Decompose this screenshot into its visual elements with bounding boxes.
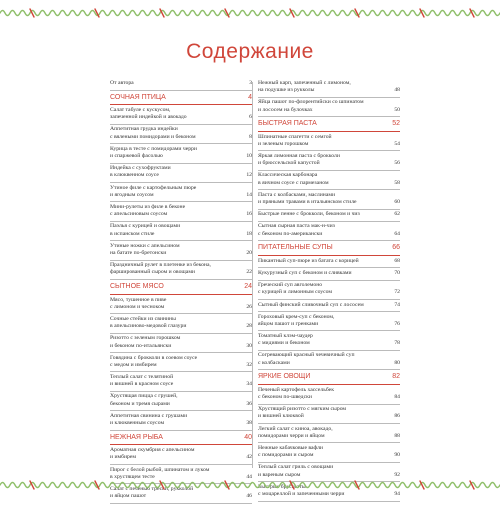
entry-title-line: Легкий салат с киноа, авокадо, bbox=[258, 425, 333, 432]
bottom-wave-ornament bbox=[0, 481, 500, 489]
entry-title-line: Быстрые брускетты bbox=[258, 483, 306, 490]
section-title: СОЧНАЯ ПТИЦА bbox=[110, 93, 166, 101]
entry-page-number: 32 bbox=[246, 361, 252, 368]
entry-title-line: с вялеными помидорами и беконом bbox=[110, 133, 196, 140]
entry-title-line: Теплый салат с телятиной bbox=[110, 374, 174, 381]
toc-entry[interactable] bbox=[110, 316, 252, 334]
entry-title-line: Праздничный рулет в плетенке из бекона, bbox=[110, 262, 211, 269]
entry-page-number: 94 bbox=[394, 490, 400, 497]
entry-page-number: 56 bbox=[394, 160, 400, 167]
entry-title-line: на батате по-бретонски bbox=[110, 250, 167, 257]
entry-title-line: Гороховый крем-суп с беконом, bbox=[258, 313, 335, 320]
entry-page-number: 50 bbox=[394, 106, 400, 113]
toc-entry[interactable] bbox=[258, 192, 400, 210]
entry-title-line: в испанском стиле bbox=[110, 230, 155, 237]
entry-title-line: Яркая лимонная паста с брокколи bbox=[258, 153, 340, 160]
toc-entry[interactable] bbox=[258, 282, 400, 300]
toc-entry[interactable] bbox=[258, 172, 400, 190]
entry-title-line: Ароматная скумбрия с апельсином bbox=[110, 447, 195, 454]
toc-entry[interactable] bbox=[110, 146, 252, 164]
entry-title-line: Паэлья с курицей и овощами bbox=[110, 223, 181, 230]
toc-entry[interactable] bbox=[258, 134, 400, 152]
entry-page-number: 38 bbox=[246, 420, 252, 427]
entry-title-line: в яичном соусе с пармезаном bbox=[258, 179, 329, 186]
toc-entry[interactable] bbox=[110, 447, 252, 465]
section-title: ЯРКИЕ ОВОЩИ bbox=[258, 373, 311, 381]
entry-title-line: Курица в тесте с помидорами черри bbox=[110, 145, 197, 152]
entry-title-line: яйцом пашот и гренками bbox=[258, 320, 319, 327]
entry-title-line: Нежные кабачковые вафли bbox=[258, 444, 323, 451]
section-heading bbox=[258, 243, 400, 256]
entry-page-number: 12 bbox=[246, 172, 252, 179]
entry-page-number: 14 bbox=[246, 191, 252, 198]
entry-page-number: 60 bbox=[394, 199, 400, 206]
toc-entry[interactable] bbox=[110, 126, 252, 144]
entry-title-line: с лимоном и чесноком bbox=[110, 303, 165, 310]
entry-title-line: с колбасками bbox=[258, 359, 290, 366]
entry-page-number: 88 bbox=[394, 432, 400, 439]
entry-page-number: 18 bbox=[246, 230, 252, 237]
entry-title-line: Нежный карп, запеченный с лимоном, bbox=[258, 80, 351, 86]
entry-title-line: Греческий суп авголемоно bbox=[258, 282, 323, 289]
toc-entry[interactable] bbox=[110, 165, 252, 183]
toc-entry[interactable] bbox=[258, 445, 400, 463]
toc-entry[interactable] bbox=[258, 314, 400, 332]
entry-title-line: Сытная сырная паста мак-н-чиз bbox=[258, 223, 335, 230]
entry-page-number: 22 bbox=[246, 269, 252, 276]
entry-page-number: 78 bbox=[394, 340, 400, 347]
entry-page-number: 76 bbox=[394, 320, 400, 327]
entry-page-number: 58 bbox=[394, 179, 400, 186]
entry-title-line: Салат табуле с кускусом, bbox=[110, 107, 171, 114]
section-page-number: 24 bbox=[244, 283, 252, 291]
toc-entry[interactable] bbox=[258, 333, 400, 351]
entry-page-number: 20 bbox=[246, 250, 252, 257]
entry-title-line: Говядина с брокколи в соевом соусе bbox=[110, 354, 198, 361]
entry-title-line: Аппетитная грудка индейки bbox=[110, 126, 178, 133]
entry-title-line: с курицей и лимонным соусом bbox=[258, 289, 332, 296]
toc-entry[interactable] bbox=[110, 80, 252, 91]
section-page-number: 82 bbox=[392, 373, 400, 381]
toc-entry[interactable] bbox=[258, 211, 400, 222]
entry-title-line: Хрустящий ризотто с мягким сыром bbox=[258, 406, 347, 413]
entry-title-line: с мидиями и беконом bbox=[258, 340, 310, 347]
toc-entry[interactable] bbox=[258, 223, 400, 241]
entry-title-line: в хрустящем тесте bbox=[110, 473, 155, 480]
section-heading bbox=[258, 119, 400, 132]
entry-title-line: Яйца пашот по-флорентийски со шпинатом bbox=[258, 99, 364, 106]
entry-page-number: 62 bbox=[394, 211, 400, 218]
entry-title-line: Индейка с сухофруктами bbox=[110, 165, 171, 172]
entry-title-line: и ягодным соусом bbox=[110, 191, 154, 198]
entry-title-line: и вишней в красном соусе bbox=[110, 381, 174, 388]
entry-title-line: с медом и имбирем bbox=[110, 361, 157, 368]
toc-entry[interactable] bbox=[110, 223, 252, 241]
toc-entry[interactable] bbox=[258, 80, 400, 98]
toc-entry[interactable] bbox=[110, 243, 252, 261]
entry-title-line: Печеный картофель хассельбек bbox=[258, 386, 334, 393]
entry-title-line: Теплый салат гриль с овощами bbox=[258, 464, 334, 471]
entry-title-line: и имбирем bbox=[110, 454, 137, 461]
entry-title-line: помидорами черри и яйцом bbox=[258, 432, 325, 439]
entry-title-line: с помидорами и сыром bbox=[258, 452, 314, 459]
toc-entry[interactable] bbox=[258, 270, 400, 281]
entry-page-number: 10 bbox=[246, 153, 252, 160]
entry-title-line: Хрустящая пицца с грушей, bbox=[110, 393, 178, 400]
toc-entry[interactable] bbox=[258, 302, 400, 313]
entry-page-number: 42 bbox=[246, 454, 252, 461]
section-heading bbox=[110, 282, 252, 295]
entry-page-number: 80 bbox=[394, 359, 400, 366]
toc-entry[interactable] bbox=[110, 335, 252, 353]
entry-page-number: 74 bbox=[394, 301, 400, 308]
entry-title-line: Классическая карбонара bbox=[258, 172, 318, 179]
entry-page-number: 28 bbox=[246, 323, 252, 330]
entry-title-line: и пряными травами в итальянском стиле bbox=[258, 199, 357, 206]
section-title: СЫТНОЕ МЯСО bbox=[110, 283, 164, 291]
entry-page-number: 16 bbox=[246, 211, 252, 218]
entry-title-line: и яйцом пашот bbox=[110, 493, 147, 500]
entry-title-line: Мини-рулеты из филе в беконе bbox=[110, 204, 186, 211]
entry-title-line: на подушке из рукколы bbox=[258, 87, 315, 94]
toc-entry[interactable] bbox=[110, 107, 252, 125]
section-title: БЫСТРАЯ ПАСТА bbox=[258, 120, 317, 128]
entry-title-line: Утиные ножки с апельсином bbox=[110, 242, 180, 249]
entry-title-line: Сочные стейки из свинины bbox=[110, 315, 176, 322]
section-heading bbox=[110, 433, 252, 446]
entry-page-number: 36 bbox=[246, 400, 252, 407]
toc-entry[interactable] bbox=[258, 387, 400, 405]
entry-page-number: 86 bbox=[394, 413, 400, 420]
section-heading bbox=[110, 93, 252, 106]
toc-entry[interactable] bbox=[258, 258, 400, 269]
entry-title-line: фаршированный сыром и овощами bbox=[110, 269, 195, 276]
entry-title-line: Сытный финский сливочный суп с лососем bbox=[258, 301, 364, 308]
entry-title-line: Пикантный суп-пюре из батата с корицей bbox=[258, 257, 359, 264]
entry-page-number: 6 bbox=[249, 114, 252, 121]
entry-title-line: Кукурузный суп с беконом и сливками bbox=[258, 269, 352, 276]
entry-page-number: 90 bbox=[394, 452, 400, 459]
section-page-number: 66 bbox=[392, 244, 400, 252]
toc-entry[interactable] bbox=[110, 297, 252, 315]
entry-title-line: в клюквенном соусе bbox=[110, 172, 159, 179]
entry-page-number: 72 bbox=[394, 289, 400, 296]
entry-title-line: беконом и тремя сырами bbox=[110, 400, 170, 407]
toc-entry[interactable] bbox=[258, 352, 400, 370]
toc-left-column bbox=[110, 80, 252, 505]
entry-page-number: 26 bbox=[246, 303, 252, 310]
bottom-decorative-border bbox=[0, 478, 500, 492]
entry-title-line: и лососем на булочках bbox=[258, 106, 313, 113]
section-page-number: 4 bbox=[248, 93, 252, 101]
toc-entry[interactable] bbox=[110, 355, 252, 373]
entry-title-line: Согревающий красный чечевичный суп bbox=[258, 352, 355, 359]
top-decorative-border bbox=[0, 6, 500, 20]
toc-entry[interactable] bbox=[258, 99, 400, 117]
page-title: Содержание bbox=[186, 40, 314, 63]
section-page-number: 40 bbox=[244, 433, 252, 441]
toc-entry[interactable] bbox=[110, 262, 252, 280]
entry-title-line: запеченной индейкой и авокадо bbox=[110, 114, 187, 121]
entry-page-number: 68 bbox=[394, 257, 400, 264]
entry-page-number: 34 bbox=[246, 381, 252, 388]
entry-page-number: 30 bbox=[246, 342, 252, 349]
entry-title-line: Мясо, тушенное в пиве bbox=[110, 296, 167, 303]
entry-page-number: 54 bbox=[394, 140, 400, 147]
section-page-number: 52 bbox=[392, 120, 400, 128]
entry-page-number: 84 bbox=[394, 393, 400, 400]
entry-title-line: и беконом по-итальянски bbox=[110, 342, 172, 349]
entry-title-line: и зеленым горошком bbox=[258, 140, 309, 147]
entry-page-number: 70 bbox=[394, 269, 400, 276]
entry-title-line: с апельсиновым соусом bbox=[110, 211, 168, 218]
toc-entry[interactable] bbox=[110, 374, 252, 392]
entry-title-line: в апельсиново-медовой глазури bbox=[110, 323, 187, 330]
entry-page-number: 3 bbox=[249, 80, 252, 86]
section-title: ПИТАТЕЛЬНЫЕ СУПЫ bbox=[258, 244, 333, 252]
entry-title-line: Шпинатные спагетти с семгой bbox=[258, 133, 332, 140]
toc-entry[interactable] bbox=[110, 185, 252, 203]
entry-title-line: Ризотто с зеленым горошком bbox=[110, 335, 181, 342]
toc-right-column bbox=[258, 80, 400, 503]
entry-page-number: 44 bbox=[246, 473, 252, 480]
entry-title-line: Томатный клэм-чаудер bbox=[258, 333, 313, 340]
entry-title-line: Аппетитная свинина с грушами bbox=[110, 412, 188, 419]
entry-title-line: и брюссельской капустой bbox=[258, 160, 320, 167]
toc-entry[interactable] bbox=[110, 393, 252, 411]
toc-entry[interactable] bbox=[110, 204, 252, 222]
section-title: НЕЖНАЯ РЫБА bbox=[110, 433, 163, 441]
entry-title-line: с беконом по-шведски bbox=[258, 393, 312, 400]
entry-title-line: Паста с колбасками, маслинами bbox=[258, 191, 336, 198]
wave-line bbox=[0, 11, 500, 16]
entry-title-line: и вишней клюквой bbox=[258, 413, 304, 420]
entry-title-line: и клюквенным соусом bbox=[110, 420, 165, 427]
entry-title-line: и вареным сыром bbox=[258, 471, 301, 478]
top-wave-ornament bbox=[0, 9, 500, 17]
wave-line bbox=[0, 483, 500, 488]
toc-entry[interactable] bbox=[258, 426, 400, 444]
entry-page-number: 92 bbox=[394, 471, 400, 478]
entry-page-number: 48 bbox=[394, 87, 400, 94]
toc-entry[interactable] bbox=[258, 153, 400, 171]
entry-page-number: 64 bbox=[394, 230, 400, 237]
entry-title-line: Утиное филе с картофельным пюре bbox=[110, 184, 197, 191]
entry-title-line: с беконом по-американски bbox=[258, 230, 323, 237]
entry-title-line: Салат с печенью трески, рукколой bbox=[110, 485, 194, 492]
entry-title-line: От автора bbox=[110, 80, 134, 86]
entry-title-line: с моцареллой и запеченными черри bbox=[258, 490, 345, 497]
entry-title-line: и спаржевой фасолью bbox=[110, 153, 163, 160]
toc-entry[interactable] bbox=[258, 406, 400, 424]
entry-page-number: 46 bbox=[246, 493, 252, 500]
entry-title-line: Быстрые пенне с брокколи, беконом и чиз bbox=[258, 211, 360, 218]
section-heading bbox=[258, 372, 400, 385]
toc-entry[interactable] bbox=[110, 413, 252, 431]
entry-page-number: 8 bbox=[249, 133, 252, 140]
entry-title-line: Пирог с белой рыбой, шпинатом и луком bbox=[110, 466, 210, 473]
column-divider bbox=[252, 82, 253, 468]
